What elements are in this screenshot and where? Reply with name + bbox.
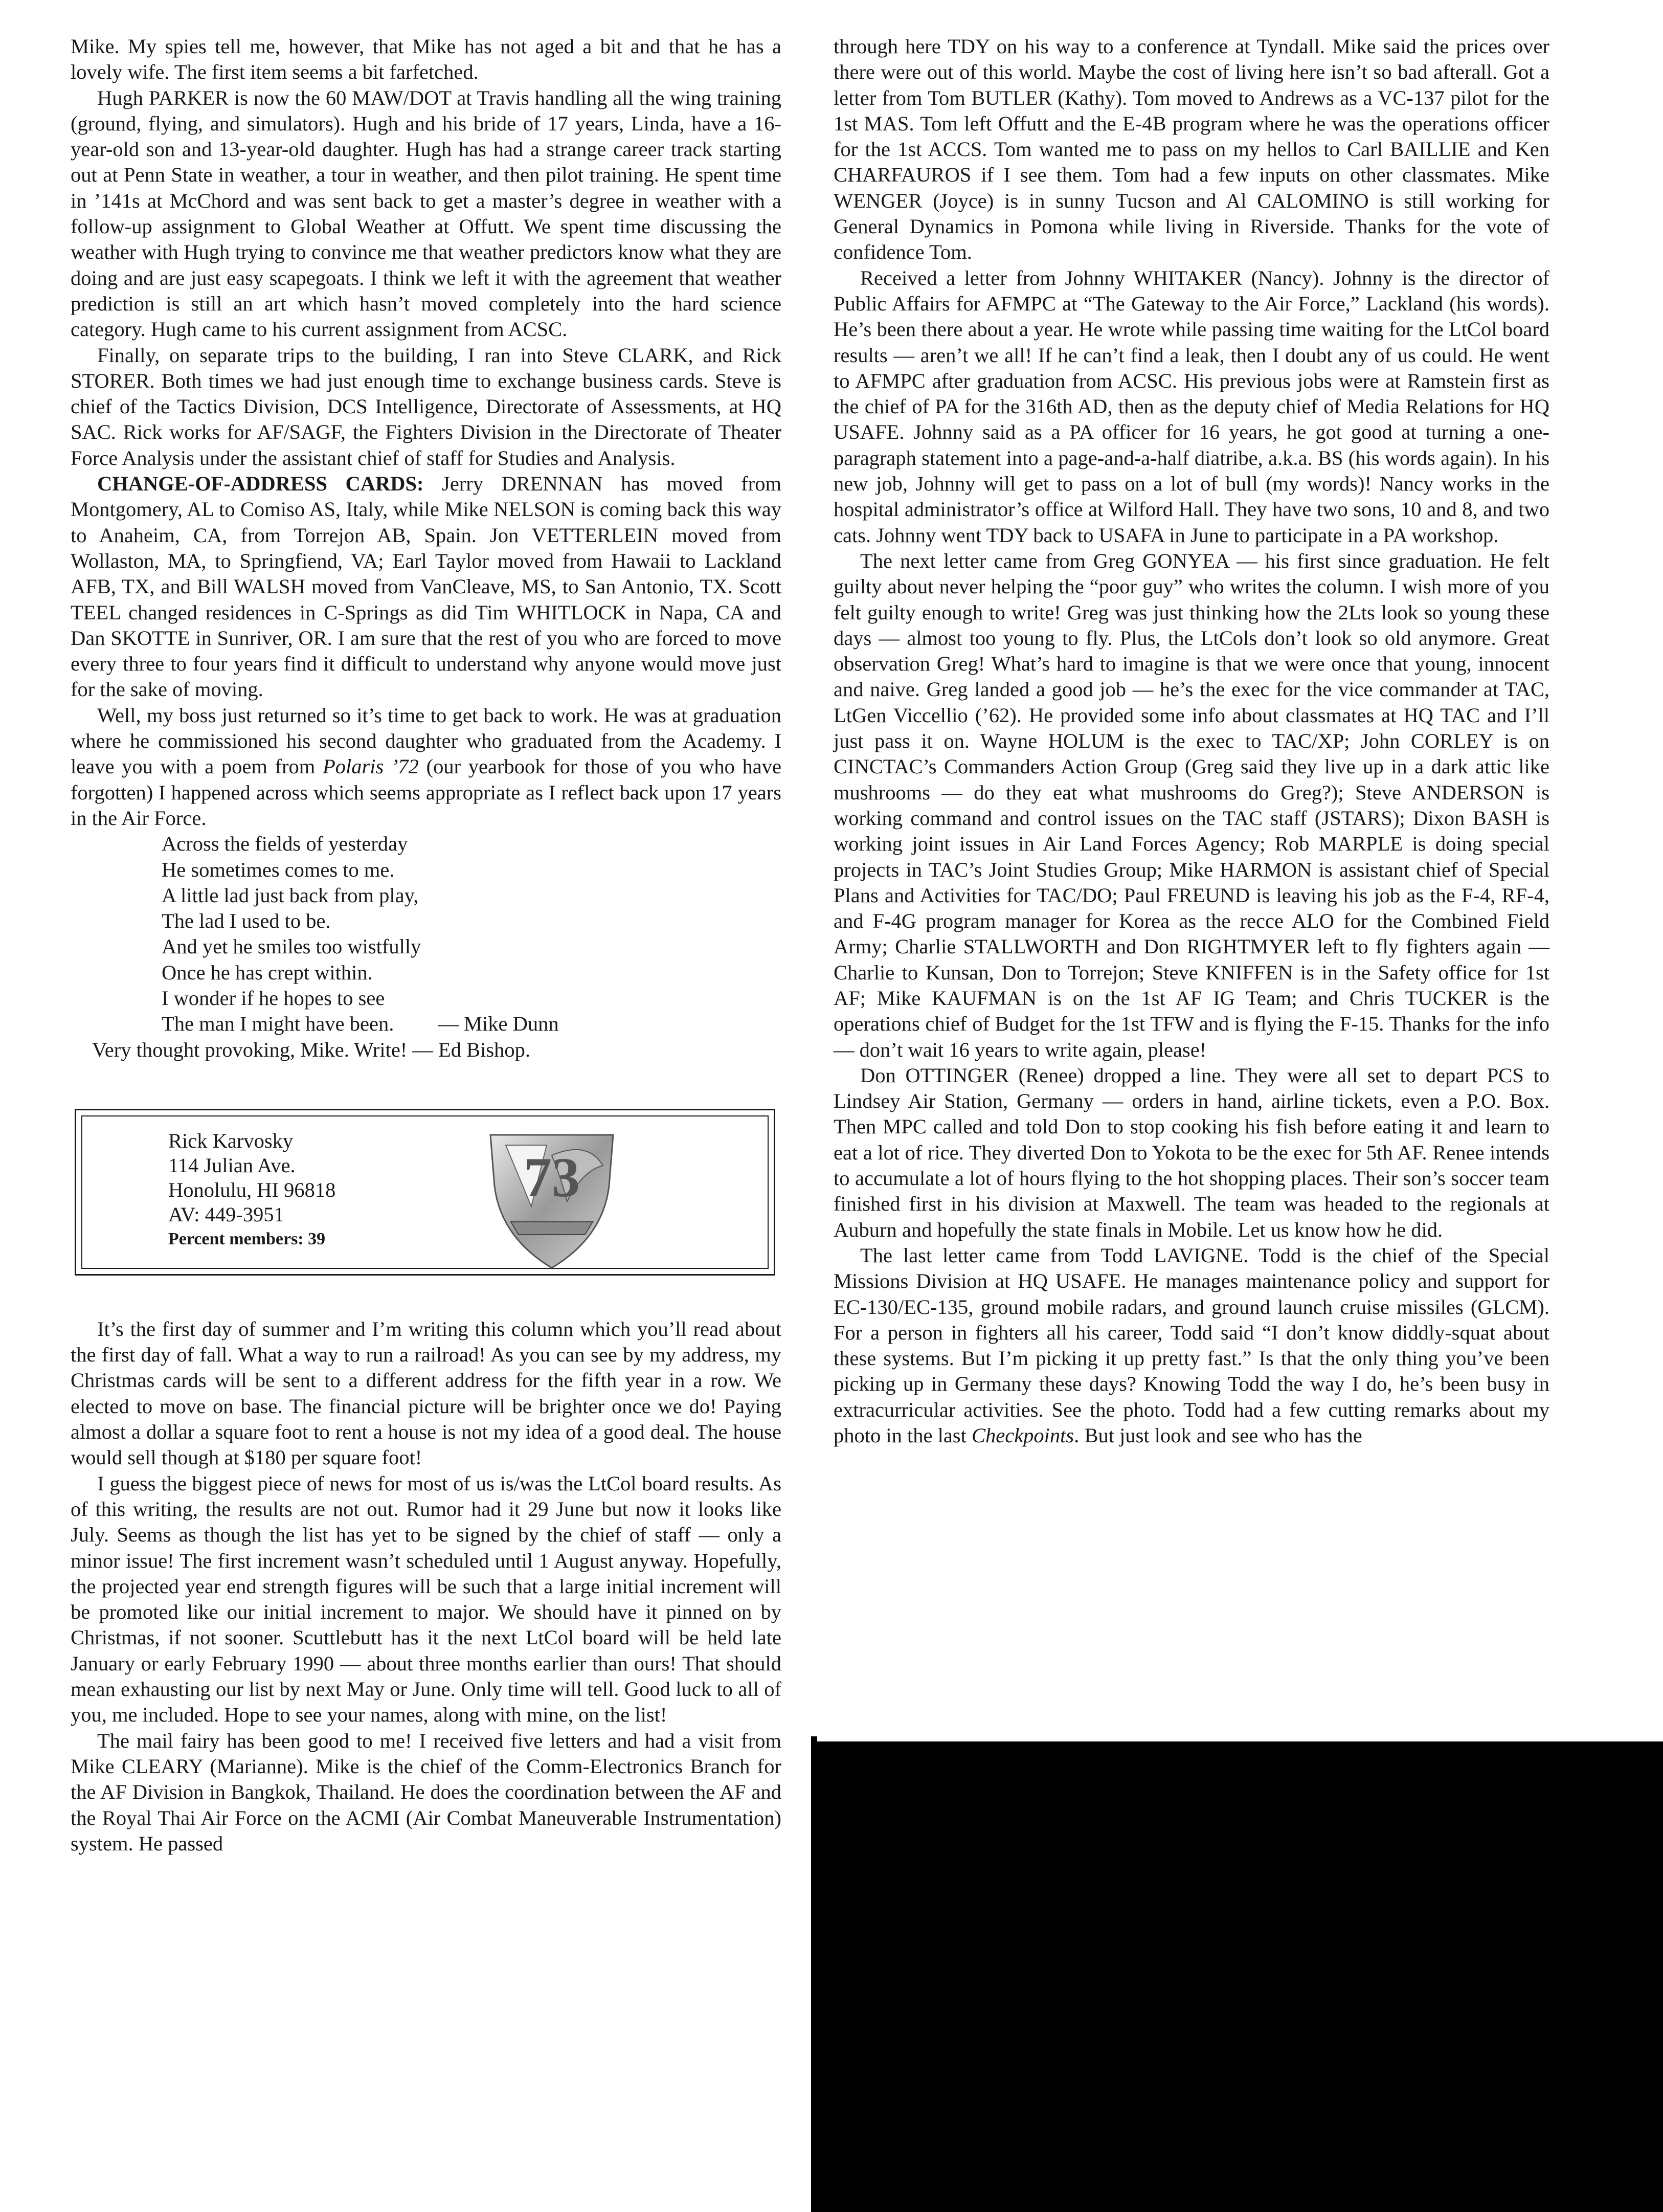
poem-line: A little lad just back from play, <box>162 883 419 907</box>
left-para-7: I guess the biggest piece of news for most of us is/was the LtCol board results. As of this writing, the results are not out. Rumor had it 29 June but now it looks like July. Seems as though the list has yet to be signed by the chief of staff — only a minor issue! The first increment wasn’t scheduled until 1 August anyway. Hopefully, the projected year end strength figures will be such that a large initial increment will be promoted like our initial increment to major. We should have it pinned on by Christmas, if not sooner. Scuttlebutt has it the next LtCol board will be held late January or early February 1990 — about three months earlier than ours! That should mean exhausting our list by next May or June. Only time will tell. Good luck to all of you, me included. Hope to see your names, along with mine, on the list! <box>71 1471 781 1727</box>
crest-numeral: 73 <box>524 1146 580 1209</box>
class-crest-icon <box>475 1125 628 1273</box>
left-column <box>71 34 781 1857</box>
right-para-5 <box>834 1243 1549 1448</box>
left-para-3: Finally, on separate trips to the building, I ran into Steve CLARK, and Rick STORER. Both times we had just enough time to exchange business cards. Steve is chief of the Tactics Division, DCS Intelligence, Directorate of Assessments, at HQ SAC. Rick works for AF/SAGF, the Fighters Division in the Directorate of Theater Force Analysis under the assistant chief of staff for Studies and Analysis. <box>71 343 781 470</box>
checkpoints-title: Checkpoints <box>971 1424 1074 1447</box>
left-para-2: Hugh PARKER is now the 60 MAW/DOT at Travis handling all the wing training (ground, flying, and simulators). Hugh and his bride of 17 years, Linda, have a 16-year-old son and 13-year-old daughter. Hugh has had a strange career track starting out at Penn State in weather, a tour in weather, and then pilot training. He spent time in ’141s at McChord and was sent back to get a master’s degree in weather with a follow-up assignment to Global Weather at Offutt. We spent time discussing the weather with Hugh trying to convince me that weather predictors know what they are doing and are just easy scapegoats. I think we left it with the agreement that weather prediction is still an art which hasn’t moved completely into the hard science category. Hugh came to his current assignment from ACSC. <box>71 86 781 341</box>
poem-signature: — Mike Dunn <box>438 1012 559 1036</box>
left-para-4 <box>71 471 781 703</box>
right-para-2: Received a letter from Johnny WHITAKER (Nancy). Johnny is the director of Public Affairs for AFMPC at “The Gateway to the Air Force,” Lackland (his words). He’s been there about a year. He wrote while passing time waiting for the LtCol board results — aren’t we all! If he can’t find a leak, then I doubt any of us could. He went to AFMPC after graduation from ACSC. His previous jobs were at Ramstein first as the chief of PA for the 316th AD, then as the deputy chief of Media Relations for HQ USAFE. Johnny said as a PA officer for 16 years, he got good at turning a one-paragraph statement into a page-and-a-half diatribe, a.k.a. BS (his words again). In his new job, Johnny will get to pass on a lot of bull (my words)! Nancy works in the hospital administrator’s office at Wilford Hall. They have two sons, 10 and 8, and two cats. Johnny went TDY back to USAFA in June to participate in a PA workshop. <box>834 266 1549 547</box>
poem-line: The man I might have been. <box>162 1012 394 1036</box>
poem-line: The lad I used to be. <box>162 909 331 933</box>
contact-box-inner-border <box>81 1115 769 1269</box>
polaris-title: Polaris ’72 <box>322 755 419 778</box>
right-para-3: The next letter came from Greg GONYEA — his first since graduation. He felt guilty about never helping the “poor guy” who writes the column. I wish more of you felt guilty enough to write! Greg was just thinking how the 2Lts look so young these days — almost too young to fly. Plus, the LtCols don’t look so old anymore. Great observation Greg! What’s hard to imagine is that we were once that young, innocent and naive. Greg landed a good job — he’s the exec for the vice commander at TAC, LtGen Viccellio (’62). He provided some info about classmates at HQ TAC and I’ll just pass it on. Wayne HOLUM is the exec to TAC/XP; John CORLEY is on CINCTAC’s Commanders Action Group (Greg said they live up in a dark attic like mushrooms — do they eat what mushrooms do Greg?); Steve ANDERSON is working command and control issues on the TAC staff (JSTARS); Dixon BASH is working joint issues in Air Land Forces Agency; Rob MARPLE is doing special projects in TAC’s Joint Studies Group; Mike HARMON is assistant chief of Special Plans and Activities for TAC/DO; Paul FREUND is leaving his job as the F-4, RF-4, and F-4G program manager for Korea as the recce ALO for the Combined Field Army; Charlie STALLWORTH and Don RIGHTMYER left to fly fighters again — Charlie to Kunsan, Don to Torrejon; Steve KNIFFEN is in the Safety office for 1st AF; Mike KAUFMAN is on the 1st AF IG Team; and Chris TUCKER is the operations chief of Budget for the 1st TFW and is flying the F-15. Thanks for the info — don’t wait 16 years to write again, please! <box>834 549 1549 1061</box>
contact-box <box>75 1109 775 1276</box>
right-para-4: Don OTTINGER (Renee) dropped a line. They were all set to depart PCS to Lindsey Air Station, Germany — orders in hand, airline tickets, even a P.O. Box. Then MPC called and told Don to stop cooking his fish before eating it and learn to eat a lot of rice. They diverted Don to Yokota to be the exec for 5th AF. Renee intends to accumulate a lot of hours flying to the hot shopping places. Their son’s soccer team finished first in his division at Maxwell. The team was headed to the regionals at Auburn and hopefully the state finals in Mobile. Let us know how he did. <box>834 1063 1549 1241</box>
poem-line: Once he has crept within. <box>162 960 373 984</box>
left-para-8: The mail fairy has been good to me! I received five letters and had a visit from Mike CLEARY (Marianne). Mike is the chief of the Comm-Electronics Branch for the AF Division in Bangkok, Thailand. He does the coordination between the AF and the Royal Thai Air Force on the ACMI (Air Combat Maneuverable Instrumentation) system. He passed <box>71 1729 781 1855</box>
poem <box>71 831 781 1037</box>
poem-line: And yet he smiles too wistfully <box>162 935 421 958</box>
left-para-6: It’s the first day of summer and I’m writing this column which you’ll read about the first day of fall. What a way to run a railroad! As you can see by my address, my Christmas cards will be sent to a different address for the fifth year in a row. We elected to move on base. The financial picture will be brighter once we do! Paying almost a dollar a square foot to rent a house is not my idea of a good deal. The house would sell though at $180 per square foot! <box>71 1317 781 1469</box>
poem-line: I wonder if he hopes to see <box>162 986 385 1010</box>
contact-av: AV: 449-3951 <box>168 1202 284 1226</box>
scan-notch <box>811 1736 817 1747</box>
contact-city: Honolulu, HI 96818 <box>168 1178 336 1201</box>
poem-last-line <box>162 1011 781 1037</box>
poem-line: He sometimes comes to me. <box>162 858 395 881</box>
right-para-1: through here TDY on his way to a conference at Tyndall. Mike said the prices over there were out of this world. Maybe the cost of living here isn’t so bad afterall. Got a letter from Tom BUTLER (Kathy). Tom moved to Andrews as a VC-137 pilot for the 1st MAS. Tom left Offutt and the E-4B program where he was the operations officer for the 1st ACCS. Tom wanted me to pass on my hellos to Carl BAILLIE and Ken CHARFAUROS if I see them. Tom had a few inputs on other classmates. Mike WENGER (Joyce) is in sunny Tucson and Al CALOMINO is still working for General Dynamics in Pomona while living in Riverside. Thanks for the vote of confidence Tom. <box>834 35 1549 264</box>
column-after-box <box>71 1316 781 1857</box>
left-para-5-a: Well, my boss just returned so it’s time to get back to work. He was at graduation where he commissioned his second daughter who graduated from the Academy. I leave you with a poem from <box>71 703 781 778</box>
left-para-1: Mike. My spies tell me, however, that Mike has not aged a bit and that he has a lovely wife. The first item seems a bit farfetched. <box>71 35 781 84</box>
left-para-5 <box>71 703 781 831</box>
right-para-5-b: . But just look and see who has the <box>1074 1424 1362 1447</box>
right-para-5-a: The last letter came from Todd LAVIGNE. Todd is the chief of the Special Missions Division at HQ USAFE. He manages maintenance policy and support for EC-130/EC-135, ground mobile radars, and ground launch cruise missiles (GLCM). For a person in fighters all his career, Todd said “I don’t know diddly-squat about these systems. But I’m picking it up pretty fast.” Is that the only thing you’ve been picking up in Germany these days? Knowing Todd the way I do, he’s been busy in extracurricular activities. See the photo. Todd had a few cutting remarks about my photo in the last <box>834 1243 1549 1447</box>
change-of-address-heading: CHANGE-OF-ADDRESS CARDS: <box>97 472 424 496</box>
photo-placeholder-black <box>811 1741 1663 2212</box>
closing-line: Very thought provoking, Mike. Write! — Ed Bishop. <box>92 1038 531 1061</box>
poem-line: Across the fields of yesterday <box>162 832 408 856</box>
left-para-4-body: Jerry DRENNAN has moved from Montgomery, AL to Comiso AS, Italy, while Mike NELSON is coming back this way to Anaheim, CA, from Torrejon AB, Spain. Jon VETTERLEIN moved from Wollaston, MA, to Springfiend, VA; Earl Taylor moved from Hawaii to Lackland AFB, TX, and Bill WALSH moved from VanCleave, MS, to San Antonio, TX. Scott TEEL changed residences in C-Springs as did Tim WHITLOCK in Napa, CA and Dan SKOTTE in Sunriver, OR. I am sure that the rest of you who are forced to move every three to four years find it difficult to understand why anyone would move just for the sake of moving. <box>71 472 781 701</box>
contact-info <box>168 1129 335 1252</box>
left-para-5-b: (our yearbook for those of you who have forgotten) I happened across which seems appropriate as I reflect back upon 17 years in the Air Force. <box>71 755 781 830</box>
right-column <box>834 34 1549 1448</box>
contact-street: 114 Julian Ave. <box>168 1153 296 1177</box>
percent-members: Percent members: 39 <box>168 1229 326 1248</box>
contact-name: Rick Karvosky <box>168 1129 294 1152</box>
